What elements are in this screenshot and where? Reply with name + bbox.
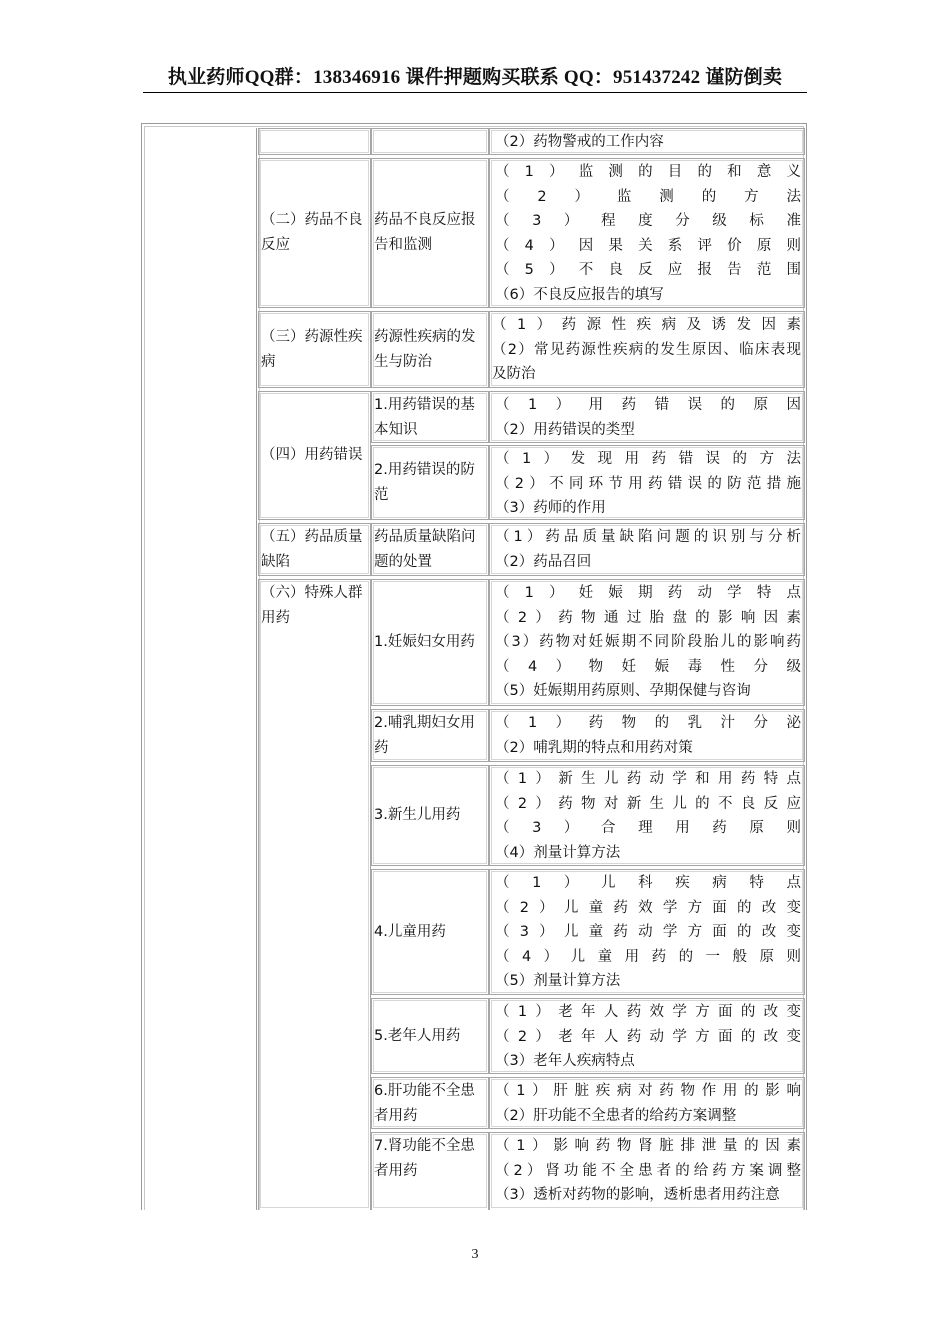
topic-cell [371, 158, 489, 308]
list-item: （2）老年人药动学方面的改变 [495, 1028, 801, 1045]
list-item: （1）妊娠期药动学特点 [495, 585, 801, 601]
list-item: （3）儿童药动学方面的改变 [495, 924, 801, 940]
topic-cell [371, 869, 489, 995]
list-item: （3）程度分级标准 [495, 213, 801, 229]
page-number: 3 [471, 1247, 479, 1262]
category-label: （五）药品质量缺陷 [261, 529, 363, 570]
list-item: （1）影响药物肾脏排泄量的因素 [495, 1138, 801, 1154]
list-item: （3）合理用药原则 [495, 820, 801, 836]
topic-cell [371, 1077, 489, 1129]
items-cell [489, 391, 805, 443]
topic-cell [371, 391, 489, 443]
list-item: （4）物妊娠毒性分级 [495, 658, 801, 675]
topic-cell [371, 998, 489, 1074]
topic-label: 5.老年人用药 [374, 1027, 461, 1044]
list-item: （2）监测的方法 [495, 188, 801, 205]
items-cell [489, 1077, 805, 1129]
topic-label: 药品质量缺陷问题的处置 [374, 529, 476, 570]
category-label: （二）药品不良反应 [261, 212, 363, 253]
list-item: （2）药物通过胎盘的影响因素 [495, 609, 801, 626]
items-cell [489, 998, 805, 1074]
list-item: （2）药物对新生儿的不良反应 [495, 795, 801, 812]
items-cell [489, 523, 805, 576]
list-item: （4）因果关系评价原则 [495, 237, 801, 254]
topic-label: 2.哺乳期妇女用药 [374, 715, 475, 756]
list-item: （2）用药错误的类型 [495, 421, 635, 438]
category-cell [258, 391, 371, 520]
topic-label: 3.新生儿用药 [374, 807, 461, 824]
topic-cell [371, 765, 489, 866]
list-item: （1）发现用药错误的方法 [495, 451, 801, 467]
topic-label: 1.用药错误的基本知识 [374, 397, 475, 438]
category-label: （六）特殊人群用药 [261, 585, 363, 626]
list-item: （2）药品召回 [495, 553, 592, 570]
list-item: （1）老年人药效学方面的改变 [495, 1004, 801, 1020]
topic-label: 1.妊娠妇女用药 [374, 634, 475, 651]
topic-cell [371, 1132, 489, 1210]
category-cell [258, 523, 371, 576]
category-cell [258, 579, 371, 1210]
list-item: （1）用药错误的原因 [495, 397, 801, 413]
list-item: （2）不同环节用药错误的防范措施 [495, 475, 801, 492]
list-item: （2）药物警戒的工作内容 [495, 134, 664, 150]
list-item: （3）药物对妊娠期不同阶段胎儿的影响药 [495, 634, 801, 650]
items-cell [489, 128, 805, 155]
list-item: （1）监测的目的和意义 [495, 164, 801, 180]
topic-label: 6.肝功能不全患者用药 [374, 1083, 475, 1124]
list-item: （1）药品质量缺陷问题的识别与分析 [495, 529, 801, 545]
list-item: （1）药物的乳汁分泌 [495, 715, 801, 731]
topic-cell [371, 579, 489, 706]
list-item: （2）肝功能不全患者的给药方案调整 [495, 1107, 737, 1124]
list-item: （3）透析对药物的影响，透析患者用药注意 [495, 1187, 780, 1203]
items-cell [489, 869, 805, 995]
items-cell [489, 579, 805, 706]
list-item: （4）剂量计算方法 [495, 844, 621, 861]
list-item: （2）常见药源性疾病的发生原因、临床表现 [492, 341, 801, 358]
list-item: （4）儿童用药的一般原则 [495, 948, 801, 965]
topic-cell-empty [371, 128, 489, 155]
category-cell [258, 158, 371, 308]
topic-cell [371, 311, 489, 388]
topic-cell [371, 445, 489, 520]
topic-cell [371, 709, 489, 762]
items-cell [489, 765, 805, 866]
list-item: （3）药师的作用 [495, 500, 606, 516]
list-item: （1）儿科疾病特点 [495, 875, 801, 891]
topic-label: 2.用药错误的防范 [374, 462, 475, 503]
list-item: （5）剂量计算方法 [495, 973, 621, 989]
topic-label: 药源性疾病的发生与防治 [374, 329, 476, 370]
category-label: （四）用药错误 [261, 447, 363, 464]
topic-cell [371, 523, 489, 576]
topic-label: 7.肾功能不全患者用药 [374, 1138, 475, 1179]
list-item: （1）肝脏疾病对药物作用的影响 [495, 1083, 801, 1099]
list-item: 及防治 [492, 366, 536, 382]
items-cell [489, 445, 805, 520]
topic-label: 4.儿童用药 [374, 923, 446, 940]
items-cell [489, 709, 805, 762]
items-cell [489, 158, 805, 308]
list-item: （2）肾功能不全患者的给药方案调整 [495, 1162, 801, 1179]
page-header: 执业药师QQ群：138346916 课件押题购买联系 QQ：951437242 谨防倒卖 [167, 67, 783, 88]
list-item: （2）儿童药效学方面的改变 [495, 899, 801, 916]
category-cell [258, 311, 371, 388]
header-divider [143, 92, 807, 93]
list-item: （1）新生儿药动学和用药特点 [495, 771, 801, 787]
list-item: （3）老年人疾病特点 [495, 1053, 635, 1069]
column-divider [256, 128, 257, 1210]
items-cell [489, 311, 805, 388]
list-item: （1）药源性疾病及诱发因素 [492, 317, 801, 333]
items-cell [489, 1132, 805, 1210]
list-item: （5）不良反应报告范围 [495, 262, 801, 278]
list-item: （2）哺乳期的特点和用药对策 [495, 739, 693, 756]
category-cell-empty [258, 128, 371, 155]
list-item: （5）妊娠期用药原则、孕期保健与咨询 [495, 683, 751, 699]
list-item: （6）不良反应报告的填写 [495, 286, 664, 303]
category-label: （三）药源性疾病 [261, 329, 363, 370]
topic-label: 药品不良反应报告和监测 [374, 212, 476, 253]
